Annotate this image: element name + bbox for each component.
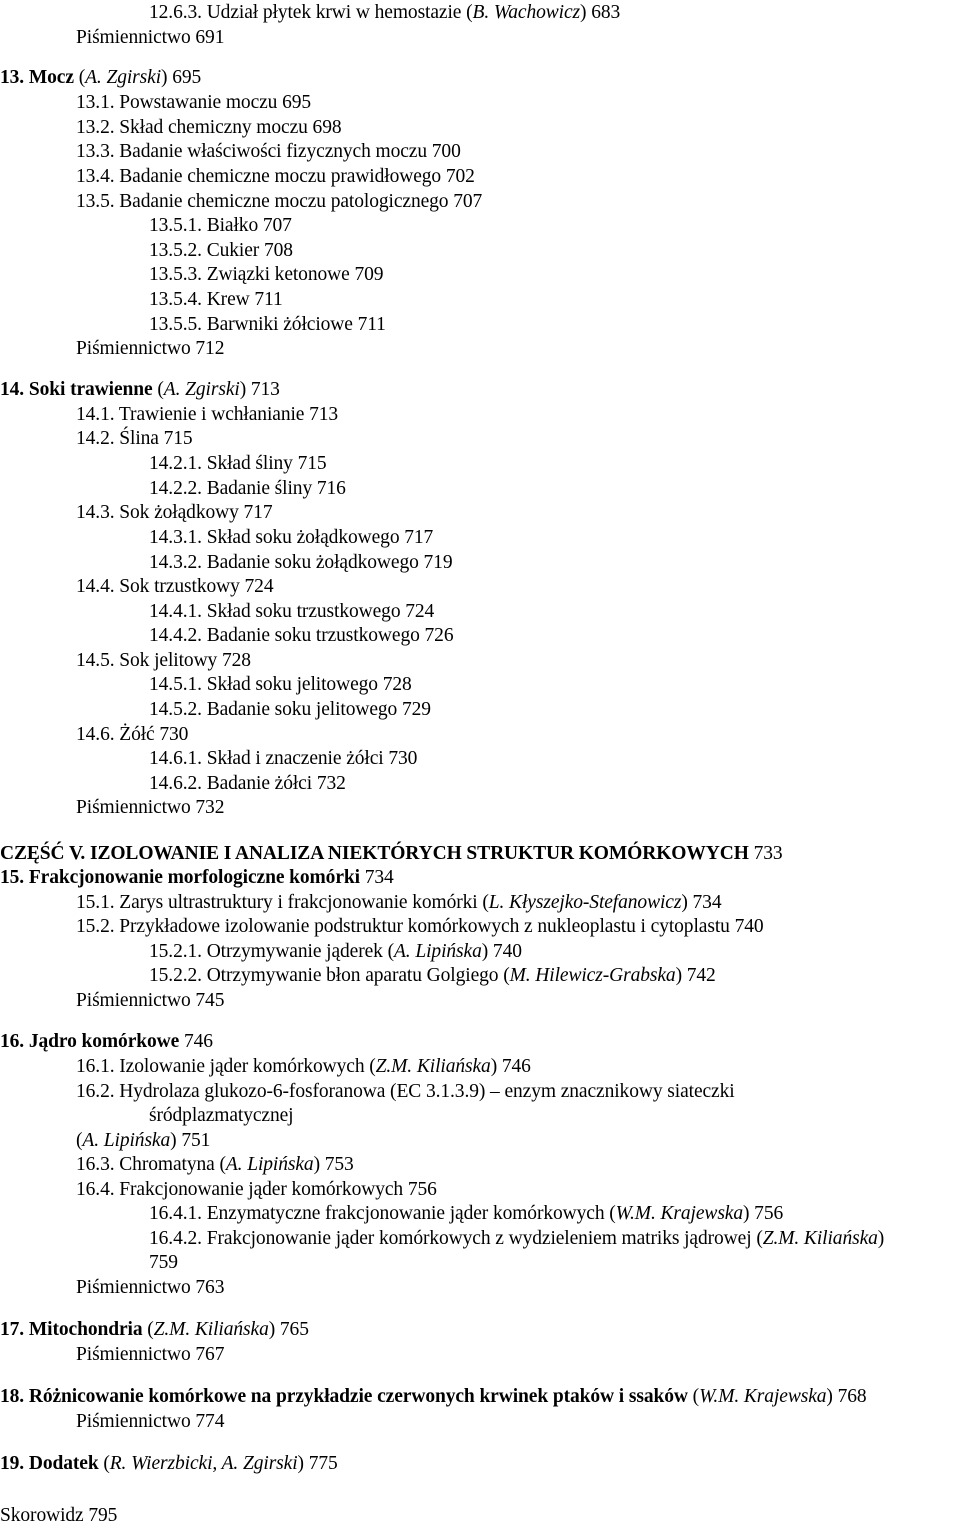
entry-text: 14.1. Trawienie i wchłanianie 713 xyxy=(76,404,339,425)
entry-author: W.M. Krajewska xyxy=(699,1386,827,1407)
entry-author: M. Hilewicz-Grabska xyxy=(509,965,676,986)
toc-entry xyxy=(76,796,224,820)
entry-text: 14.4.2. Badanie soku trzustkowego 726 xyxy=(149,625,454,646)
toc-entry xyxy=(149,940,522,964)
toc-entry xyxy=(149,600,434,624)
entry-text: 16.4. Frakcjonowanie jąder komórkowych 756 xyxy=(76,1179,437,1200)
toc-entry xyxy=(76,1276,224,1300)
toc-entry xyxy=(149,698,431,722)
entry-text: Piśmiennictwo 745 xyxy=(76,990,225,1011)
entry-text: Piśmiennictwo 691 xyxy=(76,27,225,48)
entry-text: 14.3.2. Badanie soku żołądkowego 719 xyxy=(149,552,453,573)
toc-entry xyxy=(149,1104,293,1128)
entry-text: 16.4.1. Enzymatyczne frakcjonowanie jąder komórkowych ( xyxy=(149,1203,616,1224)
toc-entry xyxy=(149,624,453,648)
toc-heading xyxy=(0,66,201,90)
toc-entry xyxy=(149,526,433,550)
toc-entry xyxy=(149,477,346,501)
entry-text: ) 753 xyxy=(313,1154,354,1175)
toc-heading xyxy=(0,1452,338,1476)
entry-text: 14.2. Ślina 715 xyxy=(76,428,193,449)
entry-text: 746 xyxy=(179,1031,213,1052)
entry-text: 15.2.2. Otrzymywanie błon aparatu Golgiego ( xyxy=(149,965,510,986)
entry-text: 14.5. Sok jelitowy 728 xyxy=(76,650,251,671)
entry-text: 16.1. Izolowanie jąder komórkowych ( xyxy=(76,1056,376,1077)
toc-entry xyxy=(76,116,342,140)
entry-title-bold: 15. Frakcjonowanie morfologiczne komórki xyxy=(0,867,360,888)
toc-entry xyxy=(149,772,346,796)
entry-text: 16.3. Chromatyna ( xyxy=(76,1154,226,1175)
toc-entry xyxy=(76,989,224,1013)
entry-text: 14.6.1. Skład i znaczenie żółci 730 xyxy=(149,748,418,769)
entry-text: 14.4. Sok trzustkowy 724 xyxy=(76,576,274,597)
entry-author: Z.M. Kiliańska xyxy=(153,1319,269,1340)
entry-text: ) 775 xyxy=(297,1453,338,1474)
toc-heading xyxy=(0,1504,117,1528)
entry-title-bold: 18. Różnicowanie komórkowe na przykładzie czerwonych krwinek ptaków i ssaków xyxy=(0,1386,688,1407)
entry-text: 14.6.2. Badanie żółci 732 xyxy=(149,773,346,794)
entry-text: ) 695 xyxy=(161,67,202,88)
entry-text: 15.2.1. Otrzymywanie jąderek ( xyxy=(149,941,394,962)
entry-author: B. Wachowicz xyxy=(472,2,581,23)
entry-author: A. Lipińska xyxy=(394,941,482,962)
toc-entry xyxy=(149,452,327,476)
entry-title-bold: 17. Mitochondria xyxy=(0,1319,143,1340)
entry-text: 14.3. Sok żołądkowy 717 xyxy=(76,502,273,523)
entry-text: Piśmiennictwo 732 xyxy=(76,797,225,818)
toc-entry xyxy=(76,403,338,427)
entry-text: 16.4.2. Frakcjonowanie jąder komórkowych z wydzieleniem matriks jądrowej ( xyxy=(149,1228,763,1249)
entry-text: 13.5.1. Białko 707 xyxy=(149,215,292,236)
entry-text: 13.1. Powstawanie moczu 695 xyxy=(76,92,312,113)
entry-text: 13.2. Skład chemiczny moczu 698 xyxy=(76,117,342,138)
entry-text: ( xyxy=(76,1130,83,1151)
toc-entry xyxy=(76,91,311,115)
entry-title-bold: 16. Jądro komórkowe xyxy=(0,1031,180,1052)
entry-text: ( xyxy=(98,1453,110,1474)
entry-text: Piśmiennictwo 763 xyxy=(76,1277,225,1298)
toc-entry xyxy=(76,427,193,451)
entry-title-bold: CZĘŚĆ V. IZOLOWANIE I ANALIZA NIEKTÓRYCH STRUKTUR KOMÓRKOWYCH xyxy=(0,843,749,864)
toc-entry xyxy=(76,140,461,164)
toc-entry xyxy=(149,1202,783,1226)
entry-text: 759 xyxy=(149,1252,178,1273)
toc-entry xyxy=(76,1178,437,1202)
toc-entry xyxy=(76,501,272,525)
entry-text: 14.2.1. Skład śliny 715 xyxy=(149,453,327,474)
toc-entry xyxy=(76,26,224,50)
entry-text: 14.5.1. Skład soku jelitowego 728 xyxy=(149,674,412,695)
toc-entry xyxy=(76,337,224,361)
toc-entry xyxy=(76,723,188,747)
entry-text: 13.3. Badanie właściwości fizycznych moczu 700 xyxy=(76,141,461,162)
entry-text: Skorowidz 795 xyxy=(0,1505,118,1526)
entry-author: L. Kłyszejko-Stefanowicz xyxy=(488,892,682,913)
toc-entry xyxy=(149,239,293,263)
entry-text: Piśmiennictwo 712 xyxy=(76,338,225,359)
entry-text: Piśmiennictwo 774 xyxy=(76,1411,225,1432)
toc-entry xyxy=(76,1055,531,1079)
toc-entry xyxy=(149,673,412,697)
toc-entry xyxy=(149,1,620,25)
toc-heading xyxy=(0,842,783,866)
toc-heading xyxy=(0,866,394,890)
entry-text: 14.6. Żółć 730 xyxy=(76,724,189,745)
entry-text: ) 683 xyxy=(580,2,621,23)
toc-entry xyxy=(149,313,386,337)
toc-entry xyxy=(149,747,417,771)
toc-entry xyxy=(149,288,283,312)
toc-entry xyxy=(149,263,383,287)
toc-entry xyxy=(76,1080,735,1104)
entry-title-bold: 13. Mocz xyxy=(0,67,74,88)
entry-text: 14.4.1. Skład soku trzustkowego 724 xyxy=(149,601,435,622)
entry-text: 733 xyxy=(748,843,783,864)
entry-author: A. Zgirski xyxy=(85,67,162,88)
entry-text: ) 746 xyxy=(490,1056,531,1077)
toc-entry xyxy=(76,1343,224,1367)
toc-entry xyxy=(76,915,764,939)
toc-entry xyxy=(149,214,292,238)
entry-text: 14.2.2. Badanie śliny 716 xyxy=(149,478,346,499)
toc-heading xyxy=(0,1318,309,1342)
entry-text: ) 742 xyxy=(675,965,716,986)
entry-author: Z.M. Kiliańska xyxy=(375,1056,491,1077)
entry-text: Piśmiennictwo 767 xyxy=(76,1344,225,1365)
entry-text: śródplazmatycznej xyxy=(149,1105,294,1126)
entry-text: ( xyxy=(152,379,164,400)
entry-author: A. Zgirski xyxy=(163,379,240,400)
toc-entry xyxy=(149,551,452,575)
entry-author: Z.M. Kiliańska xyxy=(762,1228,878,1249)
entry-text: ( xyxy=(73,67,86,88)
toc-entry xyxy=(149,1251,178,1275)
toc-heading xyxy=(0,1385,867,1409)
entry-author: A. Lipińska xyxy=(82,1130,171,1151)
toc-heading xyxy=(0,378,280,402)
entry-text: ) 734 xyxy=(681,892,722,913)
entry-title-bold: 19. Dodatek xyxy=(0,1453,99,1474)
entry-text: 16.2. Hydrolaza glukozo-6-fosforanowa (EC 3.1.3.9) – enzym znacznikowy siateczki xyxy=(76,1081,735,1102)
entry-text: ( xyxy=(142,1319,154,1340)
entry-text: ) 751 xyxy=(170,1130,211,1151)
entry-text: 734 xyxy=(359,867,394,888)
entry-text: 15.1. Zarys ultrastruktury i frakcjonowanie komórki ( xyxy=(76,892,489,913)
entry-text: ) 768 xyxy=(826,1386,867,1407)
entry-text: 15.2. Przykładowe izolowanie podstruktur komórkowych z nukleoplastu i cytoplastu 740 xyxy=(76,916,764,937)
entry-text: ) 740 xyxy=(481,941,522,962)
toc-entry xyxy=(149,964,716,988)
entry-text: 13.5. Badanie chemiczne moczu patologicznego 707 xyxy=(76,191,483,212)
entry-author: A. Lipińska xyxy=(225,1154,314,1175)
toc-entry xyxy=(76,190,482,214)
entry-author: R. Wierzbicki, A. Zgirski xyxy=(109,1453,298,1474)
toc-entry xyxy=(76,649,251,673)
entry-title-bold: 14. Soki trawienne xyxy=(0,379,153,400)
entry-text: ) 756 xyxy=(743,1203,784,1224)
toc-entry xyxy=(76,1410,224,1434)
entry-text: ) 713 xyxy=(239,379,280,400)
entry-text: ) xyxy=(877,1228,885,1249)
toc-entry xyxy=(76,891,721,915)
entry-text: ( xyxy=(687,1386,700,1407)
toc-entry xyxy=(76,165,475,189)
toc-entry xyxy=(149,1227,884,1251)
toc-entry xyxy=(76,1129,210,1153)
entry-text: 13.5.2. Cukier 708 xyxy=(149,240,293,261)
entry-text: ) 765 xyxy=(268,1319,309,1340)
entry-text: 12.6.3. Udział płytek krwi w hemostazie ( xyxy=(149,2,473,23)
entry-text: 14.5.2. Badanie soku jelitowego 729 xyxy=(149,699,431,720)
entry-text: 13.5.3. Związki ketonowe 709 xyxy=(149,264,384,285)
entry-text: 13.5.5. Barwniki żółciowe 711 xyxy=(149,314,386,335)
toc-entry xyxy=(76,575,273,599)
entry-text: 13.4. Badanie chemiczne moczu prawidłowego 702 xyxy=(76,166,475,187)
entry-text: 14.3.1. Skład soku żołądkowego 717 xyxy=(149,527,434,548)
toc-heading xyxy=(0,1030,213,1054)
entry-text: 13.5.4. Krew 711 xyxy=(149,289,283,310)
toc-entry xyxy=(76,1153,354,1177)
entry-author: W.M. Krajewska xyxy=(615,1203,744,1224)
